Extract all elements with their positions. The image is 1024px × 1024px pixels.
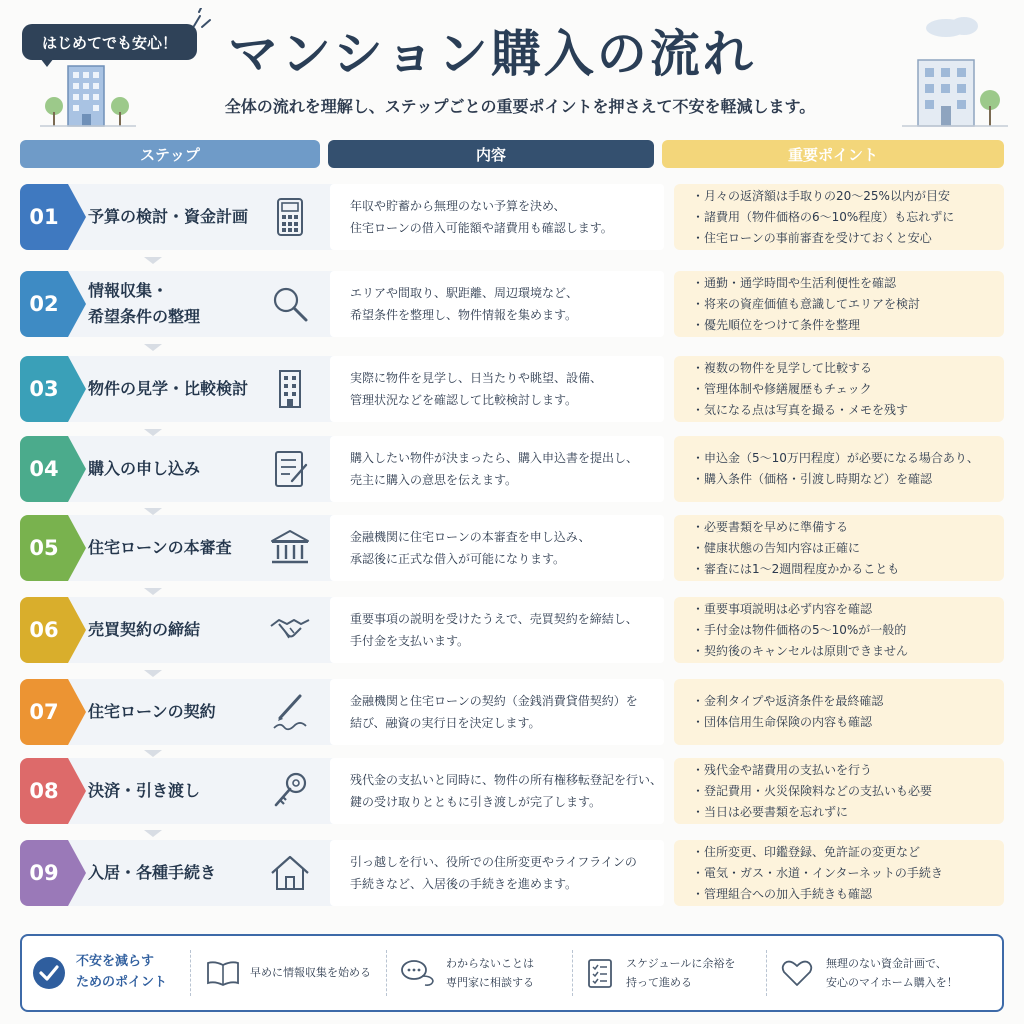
step-points <box>674 184 1004 250</box>
step-points <box>674 679 1004 745</box>
apartment-illustration-right <box>898 14 1008 130</box>
step-connector-arrow <box>144 830 162 837</box>
step-content-text: 残代金の支払いと同時に、物件の所有権移転登記を行い、 鍵の受け取りとともに引き渡しが完了します。 <box>350 772 663 809</box>
point-item: ・月々の返済額は手取りの20～25%以内が目安 <box>692 188 950 203</box>
point-item: ・契約後のキャンセルは原則できません <box>692 643 909 658</box>
footer-tip <box>586 936 735 1010</box>
footer-tip-text: わからないことは 専門家に相談する <box>446 956 534 989</box>
intro-badge: はじめてでも安心！ <box>22 24 197 60</box>
heart-icon <box>780 958 814 988</box>
step-content-text: 金融機関に住宅ローンの本審査を申し込み、 承認後に正式な借入が可能になります。 <box>350 529 591 566</box>
step-number-arrow <box>68 840 86 906</box>
step-number: 05 <box>20 515 68 581</box>
point-item: ・優先順位をつけて条件を整理 <box>692 317 861 332</box>
step-content <box>330 356 664 422</box>
column-header-content: 内容 <box>328 140 654 168</box>
point-item: ・将来の資産価値も意識してエリアを検討 <box>692 296 921 311</box>
step-number-arrow <box>68 436 86 502</box>
column-header-step: ステップ <box>20 140 320 168</box>
step-content <box>330 184 664 250</box>
point-item: ・気になる点は写真を撮る・メモを残す <box>692 402 909 417</box>
step-number-arrow <box>68 758 86 824</box>
divider <box>766 950 767 996</box>
step-title: 入居・各種手続き <box>88 863 217 883</box>
point-item: ・複数の物件を見学して比較する <box>692 360 873 375</box>
page-subtitle: 全体の流れを理解し、ステップごとの重要ポイントを押さえて不安を軽減します。 <box>224 97 816 116</box>
step-title: 予算の検討・資金計画 <box>88 207 249 227</box>
step-row-01 <box>20 184 1004 250</box>
point-item: ・金利タイプや返済条件を最終確認 <box>692 694 884 708</box>
step-row-09 <box>20 840 1004 906</box>
point-item: ・通勤・通学時間や生活利便性を確認 <box>692 275 897 290</box>
building-icon <box>268 367 312 411</box>
apartment-illustration-left <box>40 60 136 130</box>
step-content <box>330 515 664 581</box>
step-points <box>674 840 1004 906</box>
step-number-arrow <box>68 184 86 250</box>
point-item: ・管理体制や修繕履歴もチェック <box>692 381 872 396</box>
check-circle-icon <box>32 956 66 990</box>
step-title: 決済・引き渡し <box>88 781 201 801</box>
footer-tip <box>206 936 371 1010</box>
book-icon <box>206 959 240 987</box>
step-row-08 <box>20 758 1004 824</box>
point-item: ・諸費用（物件価格の6～10%程度）も忘れずに <box>692 209 955 224</box>
key-icon <box>268 769 312 813</box>
divider <box>386 950 387 996</box>
footer-tip-text: 無理のない資金計画で、 安心のマイホーム購入を！ <box>826 956 958 989</box>
step-title: 購入の申し込み <box>88 459 201 479</box>
footer-tip <box>400 936 534 1010</box>
header <box>0 0 1024 132</box>
step-connector-arrow <box>144 588 162 595</box>
divider <box>572 950 573 996</box>
step-title: 物件の見学・比較検討 <box>88 379 249 399</box>
step-number: 02 <box>20 271 68 337</box>
point-item: ・住所変更、印鑑登録、免許証の変更など <box>692 844 921 859</box>
footer-tip-text: スケジュールに余裕を 持って進める <box>626 956 736 989</box>
step-number-arrow <box>68 597 86 663</box>
point-item: ・当日は必要書類を忘れずに <box>692 804 849 819</box>
step-content-text: 実際に物件を見学し、日当たりや眺望、設備、 管理状況などを確認して比較検討します。 <box>350 370 603 407</box>
step-content <box>330 597 664 663</box>
step-points <box>674 758 1004 824</box>
step-number-arrow <box>68 356 86 422</box>
step-content-text: 重要事項の説明を受けたうえで、売買契約を締結し、 手付金を支払います。 <box>350 611 638 648</box>
divider <box>190 950 191 996</box>
point-item: ・購入条件（価格・引渡し時期など）を確認 <box>692 472 933 486</box>
step-points <box>674 515 1004 581</box>
step-points <box>674 356 1004 422</box>
step-number: 07 <box>20 679 68 745</box>
point-item: ・手付金は物件価格の5～10%が一般的 <box>692 622 907 637</box>
step-points <box>674 597 1004 663</box>
step-connector-arrow <box>144 257 162 264</box>
step-number: 01 <box>20 184 68 250</box>
step-content <box>330 436 664 502</box>
step-points <box>674 436 1004 502</box>
step-content <box>330 679 664 745</box>
pen-signature-icon <box>268 690 312 734</box>
step-content <box>330 758 664 824</box>
step-row-03 <box>20 356 1004 422</box>
step-connector-arrow <box>144 750 162 757</box>
step-row-02 <box>20 271 1004 337</box>
step-content <box>330 840 664 906</box>
step-row-06 <box>20 597 1004 663</box>
point-item: ・登記費用・火災保険料などの支払いも必要 <box>692 783 933 798</box>
calculator-icon <box>268 195 312 239</box>
point-item: ・住宅ローンの事前審査を受けておくと安心 <box>692 230 932 245</box>
point-item: ・電気・ガス・水道・インターネットの手続き <box>692 865 943 880</box>
point-item: ・残代金や諸費用の支払いを行う <box>692 762 873 777</box>
point-item: ・健康状態の告知内容は正確に <box>692 540 861 555</box>
step-title: 住宅ローンの契約 <box>88 702 216 722</box>
column-header-points: 重要ポイント <box>662 140 1004 168</box>
step-content-text: 引っ越しを行い、役所での住所変更やライフラインの 手続きなど、入居後の手続きを進めます。 <box>350 854 637 891</box>
point-item: ・管理組合への加入手続きも確認 <box>692 886 873 901</box>
step-number-arrow <box>68 271 86 337</box>
step-number: 04 <box>20 436 68 502</box>
footer-main-label: 不安を減らす ためのポイント <box>76 954 168 990</box>
sparkle-icon <box>190 8 216 30</box>
application-form-icon <box>268 447 312 491</box>
point-item: ・団体信用生命保険の内容も確認 <box>692 715 873 729</box>
tips-footer <box>20 934 1004 1012</box>
step-content-text: 購入したい物件が決まったら、購入申込書を提出し、 売主に購入の意思を伝えます。 <box>350 450 639 487</box>
step-points <box>674 271 1004 337</box>
step-title: 住宅ローンの本審査 <box>88 538 232 558</box>
step-title: 情報収集・ 希望条件の整理 <box>88 281 201 326</box>
step-number: 06 <box>20 597 68 663</box>
chat-bubbles-icon <box>400 958 436 988</box>
search-icon <box>268 282 312 326</box>
step-content-text: エリアや間取り、駅距離、周辺環境など、 希望条件を整理し、物件情報を集めます。 <box>350 285 579 322</box>
point-item: ・申込金（5～10万円程度）が必要になる場合あり、 <box>692 451 979 465</box>
house-icon <box>268 851 312 895</box>
page-title: マンション購入の流れ <box>228 25 756 83</box>
step-number-arrow <box>68 515 86 581</box>
step-connector-arrow <box>144 670 162 677</box>
step-title: 売買契約の締結 <box>88 620 201 640</box>
handshake-icon <box>268 608 312 652</box>
checklist-icon <box>586 957 614 989</box>
step-number: 03 <box>20 356 68 422</box>
step-content <box>330 271 664 337</box>
step-number-arrow <box>68 679 86 745</box>
step-row-04 <box>20 436 1004 502</box>
step-row-05 <box>20 515 1004 581</box>
step-connector-arrow <box>144 429 162 436</box>
point-item: ・重要事項説明は必ず内容を確認 <box>692 601 873 616</box>
footer-tip <box>780 936 958 1010</box>
step-content-text: 金融機関と住宅ローンの契約（金銭消費貸借契約）を 結び、融資の実行日を決定します。 <box>350 693 638 730</box>
step-content-text: 年収や貯蓄から無理のない予算を決め、 住宅ローンの借入可能額や諸費用も確認します。 <box>350 198 613 235</box>
footer-tip-text: 早めに情報収集を始める <box>250 966 371 980</box>
step-number: 08 <box>20 758 68 824</box>
point-item: ・必要書類を早めに準備する <box>692 519 849 534</box>
footer-main-tip <box>32 936 167 1010</box>
step-number: 09 <box>20 840 68 906</box>
bank-icon <box>268 526 312 570</box>
step-connector-arrow <box>144 344 162 351</box>
step-connector-arrow <box>144 508 162 515</box>
point-item: ・審査には1～2週間程度かかることも <box>692 561 900 576</box>
step-row-07 <box>20 679 1004 745</box>
